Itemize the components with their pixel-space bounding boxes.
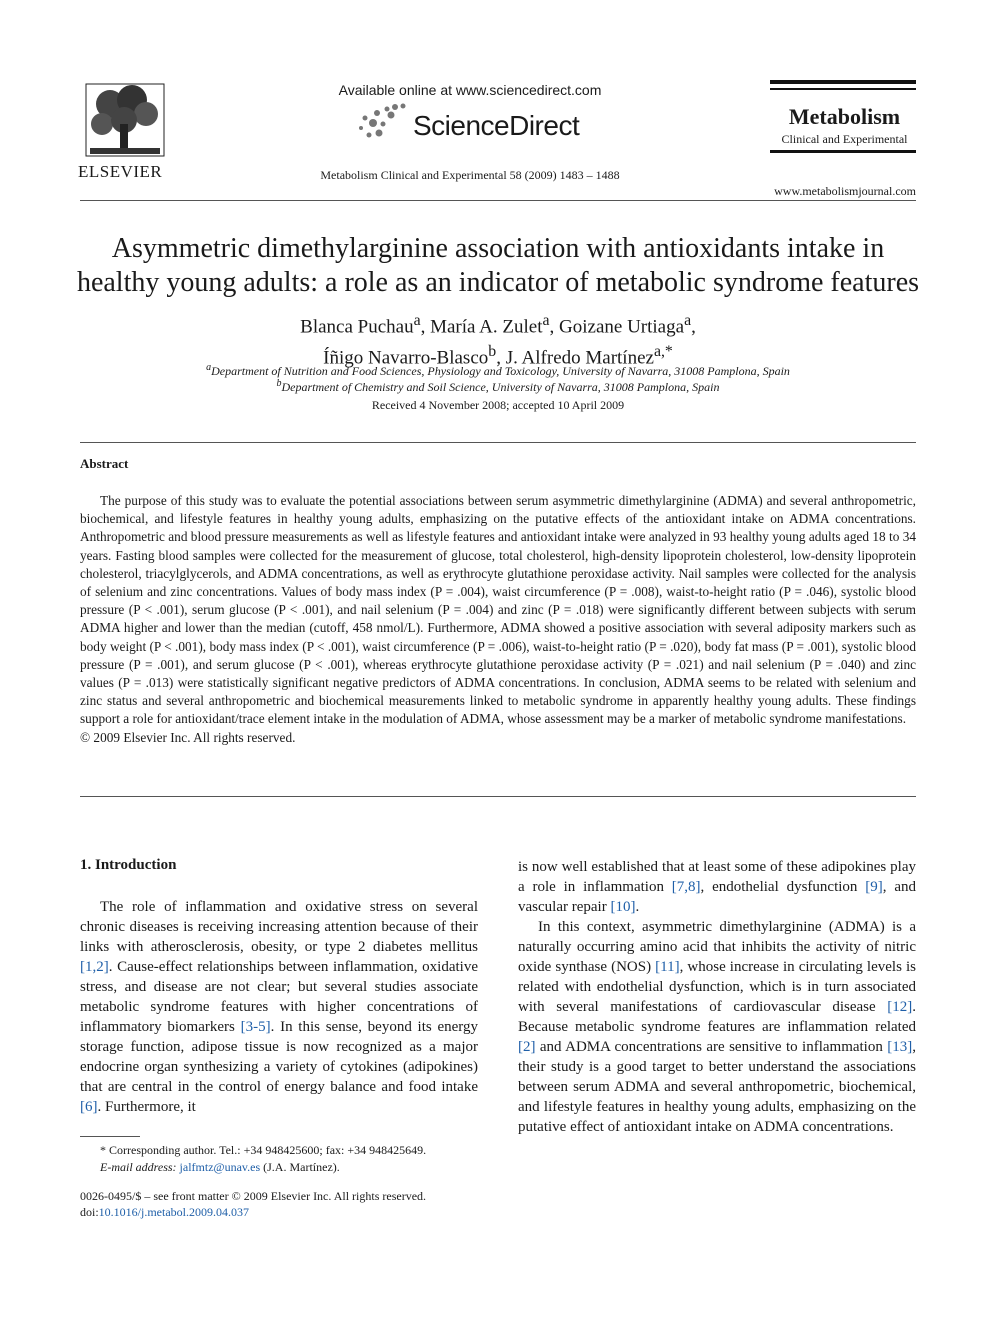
citation-link[interactable]: [12] — [887, 999, 913, 1015]
email-label: E-mail address: — [100, 1160, 177, 1174]
copyright-notice: © 2009 Elsevier Inc. All rights reserved. — [80, 729, 296, 745]
journal-rule-thin — [770, 88, 916, 90]
author-name: Íñigo Navarro-Blasco — [323, 347, 489, 369]
journal-rule-bottom — [770, 150, 916, 153]
received-dates: Received 4 November 2008; accepted 10 April 2009 — [371, 398, 625, 412]
text-run: The role of inflammation and oxidative stress on several chronic diseases is receiving increasing attention because of their links with atherosclerosis, obesity, or type 2 diabetes mellitus — [80, 899, 478, 955]
publisher-name: ELSEVIER — [78, 162, 163, 181]
text-run: , endothelial dysfunction — [700, 879, 866, 895]
author-name: Blanca Puchau — [300, 316, 414, 338]
journal-citation: Metabolism Clinical and Experimental 58 (2009) 1483 – 1488 — [320, 168, 620, 182]
paragraph — [80, 897, 478, 1117]
citation-link[interactable]: [7,8] — [671, 879, 701, 895]
author-affiliation-mark: a,* — [653, 343, 673, 361]
paragraph — [518, 857, 916, 917]
citation-link[interactable]: [1,2] — [80, 959, 109, 975]
affiliation-b: $^b$Department of Chemistry and Soil Science, University of Navarra, 31008 Pamplona, Spain — [276, 378, 720, 394]
text-run: . In this sense, beyond its energy storage function, adipose tissue is now recognized as a major endocrine organ synthesizing a variety of cytokines (adipokines) that are central in the control of energy balance and food intake — [80, 1019, 479, 1095]
abstract-top-divider — [80, 442, 916, 443]
abstract-heading: Abstract — [80, 456, 129, 471]
doi-link[interactable]: 10.1016/j.metabol.2009.04.037 — [98, 1205, 249, 1219]
author-affiliation-mark: a — [684, 312, 692, 329]
author-affiliation-mark: b — [488, 343, 497, 361]
affiliation-a: $^a$Department of Nutrition and Food Sciences, Physiology and Toxicology, University of Navarra, 31008 Pamplona, Spain — [206, 362, 790, 378]
citation-link[interactable]: [10] — [610, 899, 636, 915]
text-run: and ADMA concentrations are sensitive to inflammation — [535, 1039, 888, 1055]
citation-link[interactable]: [3-5] — [240, 1019, 271, 1035]
journal-rule-thick — [770, 80, 916, 84]
abstract-bottom-divider — [80, 796, 916, 797]
email-link[interactable]: jalfmtz@unav.es — [179, 1160, 261, 1174]
body-column-right — [518, 857, 916, 1137]
abstract-text: The purpose of this study was to evaluate the potential associations between serum asymmetric dimethylarginine (ADMA) and several anthropometric, biochemical, and lifestyle features in healthy young adults, emphasizing on the putative effects of the antioxidant intake on ADMA concentrations. Anthropometric and blood pressure measurements as well as lifestyle features and antioxidant intake were analyzed in 93 healthy young adults aged 18 to 34 years. Fasting blood samples were collected for the measurement of glucose, total cholesterol, high-density lipoprotein cholesterol, low-density lipoprotein cholesterol, triacylglycerols, and ADMA concentrations, as well as erythrocyte glutathione peroxidase activity. Nail samples were collected for the analysis of selenium and zinc concentrations. Values of body mass index (P = .004), waist circumference (P = .008), waist-to-height ratio (P = .046), systolic blood pressure (P < .001), serum glucose (P < .001), and nail selenium (P = .004) and zinc (P = .018) were significantly different between subjects with serum ADMA higher and lower than the median (cutoff, 458 nmol/L). Furthermore, ADMA showed a positive association with several adiposity markers such as body weight (P < .001), body mass index (P < .001), waist circumference (P = .006), waist-to-height ratio (P = .020), body fat mass (P = .001), systolic blood pressure (P = .001), and serum glucose (P < .001), whereas erythrocyte glutathione peroxidase activity (P = .021) and nail selenium (P = .040) and zinc values (P = .013) were statistically significant negative predictors of ADMA concentrations. In conclusion, ADMA seems to be related with selenium and zinc status and several anthropometric and biochemical measurements linked to metabolic syndrome in apparently healthy young adults. These findings support a role for antioxidant/trace element intake in the modulation of ADMA, whose assessment may be a marker of metabolic syndrome manifestations. — [80, 493, 916, 727]
abstract-body — [80, 492, 916, 747]
text-run: . Furthermore, it — [97, 1099, 196, 1115]
text-run: . Cause-effect relationships between inflammation, oxidative stress, and disease are not clear; but several studies associate metabolic syndrome features with higher concentrations of inflammatory biomarkers — [80, 959, 478, 1035]
author-name: María A. Zulet — [430, 316, 543, 338]
author-list: Blanca Puchau$^a$, María A. Zulet$^a$, Goizane Urtiaga$^a$, Íñigo Navarro-Blasco$^b$, J. Alfredo Martínez$^{a,*}$ — [300, 312, 696, 369]
author-affiliation-mark: a — [413, 312, 421, 329]
author-affiliation-mark: a — [542, 312, 550, 329]
text-run: , their study is a good target to better understand the associations between serum ADMA and several anthropometric, biochemical, and lifestyle features in healthy young adults, emphasizing on the putative effect of antioxidant intake on ADMA concentrations. — [518, 1039, 916, 1135]
author-name: J. Alfredo Martínez — [505, 347, 654, 369]
section-heading-introduction: 1. Introduction — [80, 857, 177, 873]
sciencedirect-logo[interactable] — [355, 102, 615, 142]
paragraph — [518, 917, 916, 1137]
citation-link[interactable]: [13] — [887, 1039, 913, 1055]
citation-link[interactable]: [9] — [865, 879, 883, 895]
corresponding-author-note: * Corresponding author. Tel.: +34 948425600; fax: +34 948425649. — [100, 1143, 427, 1157]
text-run: . — [635, 899, 640, 915]
email-note: E-mail address: jalfmtz@unav.es (J.A. Martínez). — [100, 1160, 340, 1174]
text-run: is now well established that at least some of these adipokines play a role in inflammation — [518, 859, 916, 895]
text-run: . Because metabolic syndrome features are inflammation related — [518, 999, 916, 1035]
citation-link[interactable]: [6] — [80, 1099, 98, 1115]
text-run: , whose increase in circulating levels is related with endothelial dysfunction, which is in turn associated with several manifestations of cardiovascular disease — [518, 959, 916, 1015]
citation-link[interactable]: [2] — [518, 1039, 536, 1055]
header-divider — [80, 200, 916, 201]
text-run: , and vascular repair — [518, 879, 916, 915]
citation-link[interactable]: [11] — [655, 959, 680, 975]
journal-subtitle: Clinical and Experimental — [781, 132, 908, 146]
article-title — [60, 232, 936, 300]
sciencedirect-dots-icon — [355, 102, 411, 142]
doi-note: doi:10.1016/j.metabol.2009.04.037 — [80, 1205, 249, 1219]
sciencedirect-wordmark: ScienceDirect — [413, 110, 580, 141]
footnote-divider — [80, 1136, 140, 1137]
body-column-left — [80, 897, 478, 1117]
text-run: In this context, asymmetric dimethylarginine (ADMA) is a naturally occurring amino acid that inhibits the activity of nitric oxide synthase (NOS) — [518, 919, 916, 975]
title-line-1: Asymmetric dimethylarginine association with antioxidants intake in — [111, 233, 885, 264]
journal-name: Metabolism — [788, 104, 901, 129]
journal-url[interactable]: www.metabolismjournal.com — [774, 184, 916, 198]
title-line-2: healthy young adults: a role as an indicator of metabolic syndrome features — [76, 267, 920, 298]
available-online-text[interactable]: Available online at www.sciencedirect.com — [338, 82, 602, 98]
author-name: Goizane Urtiaga — [559, 316, 685, 338]
issn-note: 0026-0495/$ – see front matter © 2009 Elsevier Inc. All rights reserved. — [80, 1189, 427, 1203]
